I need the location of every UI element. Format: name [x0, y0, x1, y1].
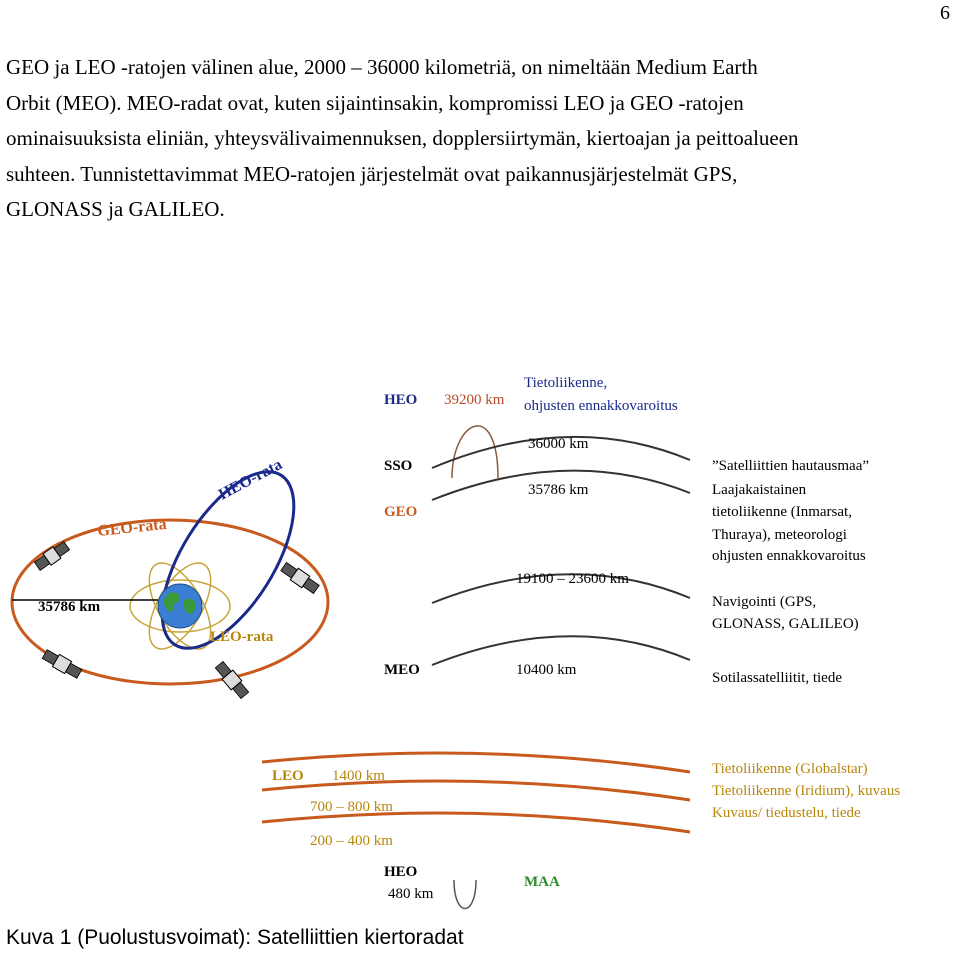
alt-35786: 35786 km: [528, 482, 589, 498]
arc-700: [262, 781, 690, 800]
distance-label: 35786 km: [38, 599, 101, 615]
label-geo: GEO: [384, 504, 418, 520]
label-maa: MAA: [524, 874, 560, 890]
use-heo-1: Tietoliikenne,: [524, 375, 608, 391]
alt-10400: 10400 km: [516, 662, 577, 678]
use-geo-3: tietoliikenne (Inmarsat,: [712, 504, 852, 520]
label-heo: HEO: [384, 392, 418, 408]
use-meo-nav-1: Navigointi (GPS,: [712, 594, 817, 610]
arc-1400: [262, 753, 690, 772]
use-geo-2: Laajakaistainen: [712, 482, 807, 498]
alt-1400: 1400 km: [332, 768, 385, 784]
label-sso: SSO: [384, 458, 413, 474]
geo-rata-label: GEO-rata: [96, 515, 168, 540]
label-heo-low: HEO: [384, 864, 418, 880]
label-meo: MEO: [384, 662, 420, 678]
alt-39200: 39200 km: [444, 392, 505, 408]
use-geo-1: ”Satelliittien hautausmaa”: [712, 458, 870, 474]
heo-rata-label: HEO-rata: [215, 455, 286, 504]
leo-rata-label: LEO-rata: [210, 629, 274, 645]
use-meo-nav-2: GLONASS, GALILEO): [712, 616, 859, 632]
altitude-diagram: [262, 375, 900, 909]
label-leo: LEO: [272, 768, 304, 784]
use-geo-5: ohjusten ennakkovaroitus: [712, 548, 866, 564]
paragraph-line: GLONASS ja GALILEO.: [6, 197, 225, 221]
paragraph-line: ominaisuuksista eliniän, yhteysvälivaimennuksen, dopplersiirtymän, kiertoajan ja peittoalueen: [6, 126, 799, 150]
use-leo-3: Kuvaus/ tiedustelu, tiede: [712, 805, 861, 821]
figure-caption: Kuva 1 (Puolustusvoimat): Satelliittien kiertoradat: [6, 926, 464, 949]
paragraph-line: suhteen. Tunnistettavimmat MEO-ratojen järjestelmät ovat paikannusjärjestelmät GPS,: [6, 161, 738, 186]
page-number: 6: [940, 2, 950, 24]
arc-10400: [432, 636, 690, 665]
heo-low-loop: [454, 880, 476, 909]
satellite-icon: [41, 648, 83, 680]
use-leo-1: Tietoliikenne (Globalstar): [712, 761, 868, 777]
arc-200: [262, 813, 690, 832]
alt-19100: 19100 – 23600 km: [516, 571, 629, 587]
left-orbit-diagram: [12, 451, 328, 700]
alt-480: 480 km: [388, 886, 434, 902]
use-heo-2: ohjusten ennakkovaroitus: [524, 398, 678, 414]
alt-36000: 36000 km: [528, 436, 589, 452]
alt-200: 200 – 400 km: [310, 833, 393, 849]
alt-700: 700 – 800 km: [310, 799, 393, 815]
use-leo-2: Tietoliikenne (Iridium), kuvaus: [712, 783, 901, 799]
use-geo-4: Thuraya), meteorologi: [712, 527, 847, 543]
paragraph-line: GEO ja LEO -ratojen välinen alue, 2000 – 36000 kilometriä, on nimeltään Medium Earth: [6, 55, 758, 79]
satellite-icon: [280, 561, 321, 595]
use-meo-mil: Sotilassatelliitit, tiede: [712, 670, 842, 686]
paragraph-line: Orbit (MEO). MEO-radat ovat, kuten sijaintinsakin, kompromissi LEO ja GEO -ratojen: [6, 90, 744, 115]
